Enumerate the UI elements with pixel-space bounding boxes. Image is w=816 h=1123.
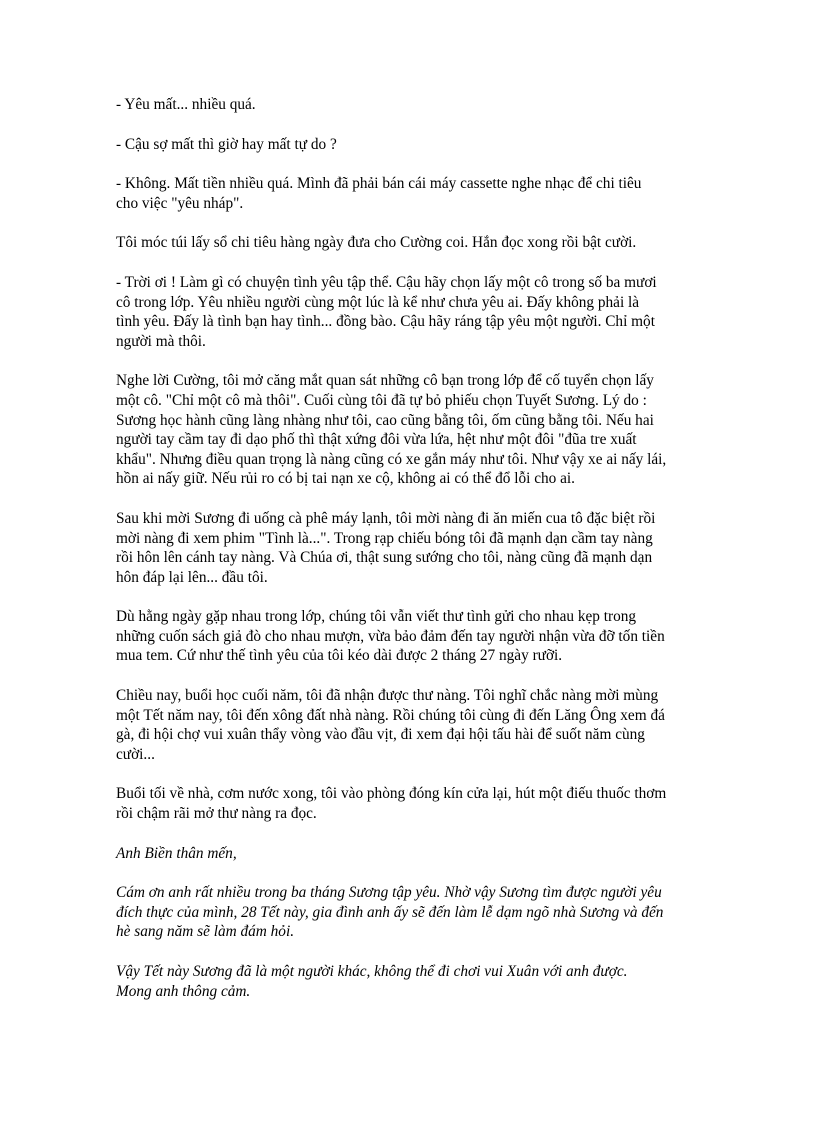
paragraph — [116, 233, 762, 253]
text-line: Vậy Tết này Sương đã là một người khác, không thể đi chơi vui Xuân với anh được. — [116, 963, 628, 980]
letter-paragraph — [116, 883, 762, 942]
text-line: rồi hôn lên cánh tay nàng. Và Chúa ơi, thật sung sướng cho tôi, nàng cũng đã mạnh dạn — [116, 549, 653, 567]
text-line: - Yêu mất... nhiều quá. — [116, 96, 256, 113]
text-line: Sau khi mời Sương đi uống cà phê máy lạnh, tôi mời nàng đi ăn miến cua tô đặc biệt rồi — [116, 509, 656, 527]
text-line: mời nàng đi xem phim "Tình là...". Trong rạp chiếu bóng tôi đã mạnh dạn cầm tay nàng — [116, 529, 653, 547]
paragraph — [116, 273, 762, 351]
text-line: Tôi móc túi lấy sổ chi tiêu hàng ngày đưa cho Cường coi. Hắn đọc xong rồi bật cười. — [116, 234, 637, 252]
text-line: - Trời ơi ! Làm gì có chuyện tình yêu tập thể. Cậu hãy chọn lấy một cô trong số ba mươi — [116, 273, 657, 291]
letter-paragraph — [116, 962, 762, 1001]
text-line: Mong anh thông cảm. — [116, 982, 251, 1000]
text-line: người tay cầm tay đi dạo phố thì thật xứng đôi vừa lứa, hệt như một đôi "đũa tre xuất — [116, 431, 637, 449]
text-line: một Tết năm nay, tôi đến xông đất nhà nàng. Rồi chúng tôi cùng đi đến Lăng Ông xem đá — [116, 706, 665, 724]
text-line: đích thực của mình, 28 Tết này, gia đình anh ấy sẽ đến làm lễ dạm ngõ nhà Sương và đến — [116, 903, 664, 921]
text-line: - Cậu sợ mất thì giờ hay mất tự do ? — [116, 135, 337, 153]
text-line: Sương học hành cũng làng nhàng như tôi, cao cũng bằng tôi, ốm cũng bằng tôi. Nếu hai — [116, 411, 654, 429]
paragraph — [116, 135, 762, 155]
text-line: - Không. Mất tiền nhiều quá. Mình đã phải bán cái máy cassette nghe nhạc để chi tiêu — [116, 175, 642, 193]
paragraph — [116, 174, 762, 213]
text-line: mua tem. Cứ như thế tình yêu của tôi kéo dài được 2 tháng 27 ngày rưỡi. — [116, 647, 563, 665]
text-line: hôn đáp lại lên... đầu tôi. — [116, 568, 268, 586]
paragraph — [116, 371, 762, 489]
text-line: khẩu". Nhưng điều quan trọng là nàng cũng có xe gắn máy như tôi. Như vậy xe ai nấy lái, — [116, 450, 667, 468]
paragraph — [116, 509, 762, 587]
text-line: gà, đi hội chợ vui xuân thẩy vòng vào đầu vịt, đi xem đại hội tấu hài để suốt năm cùng — [116, 726, 645, 744]
text-line: những cuốn sách giả đò cho nhau mượn, vừa bảo đảm đến tay người nhận vừa đỡ tốn tiền — [116, 627, 665, 645]
text-line: cho việc "yêu nháp". — [116, 194, 244, 212]
text-line: một cô. "Chỉ một cô mà thôi". Cuối cùng tôi đã tự bỏ phiếu chọn Tuyết Sương. Lý do : — [116, 391, 647, 409]
text-line: Buổi tối về nhà, cơm nước xong, tôi vào phòng đóng kín cửa lại, hút một điếu thuốc thơm — [116, 785, 667, 803]
text-line: Anh Biền thân mến, — [116, 844, 237, 862]
letter-paragraph — [116, 844, 762, 864]
text-line: Nghe lời Cường, tôi mở căng mắt quan sát những cô bạn trong lớp để cố tuyển chọn lấy — [116, 372, 654, 390]
text-line: rồi chậm rãi mở thư nàng ra đọc. — [116, 805, 317, 823]
text-line: cười... — [116, 745, 155, 763]
paragraph — [116, 607, 762, 666]
text-line: người mà thôi. — [116, 332, 206, 350]
text-line: cô trong lớp. Yêu nhiều người cùng một lúc là kể như chưa yêu ai. Đấy không phải là — [116, 293, 640, 311]
paragraph — [116, 784, 762, 823]
text-line: hè sang năm sẽ làm đám hỏi. — [116, 923, 295, 941]
text-line: Chiều nay, buổi học cuối năm, tôi đã nhận được thư nàng. Tôi nghĩ chắc nàng mời mùng — [116, 687, 659, 705]
text-line: tình yêu. Đấy là tình bạn hay tình... đồng bào. Cậu hãy ráng tập yêu một người. Chỉ một — [116, 313, 655, 331]
text-line: Dù hằng ngày gặp nhau trong lớp, chúng tôi vẫn viết thư tình gửi cho nhau kẹp trong — [116, 608, 637, 626]
document-body — [116, 95, 762, 1021]
text-line: Cám ơn anh rất nhiều trong ba tháng Sương tập yêu. Nhờ vậy Sương tìm được người yêu — [116, 884, 662, 902]
paragraph — [116, 95, 762, 115]
paragraph — [116, 686, 762, 764]
text-line: hồn ai nấy giữ. Nếu rủi ro có bị tai nạn xe cộ, không ai có thể đổ lỗi cho ai. — [116, 470, 576, 488]
